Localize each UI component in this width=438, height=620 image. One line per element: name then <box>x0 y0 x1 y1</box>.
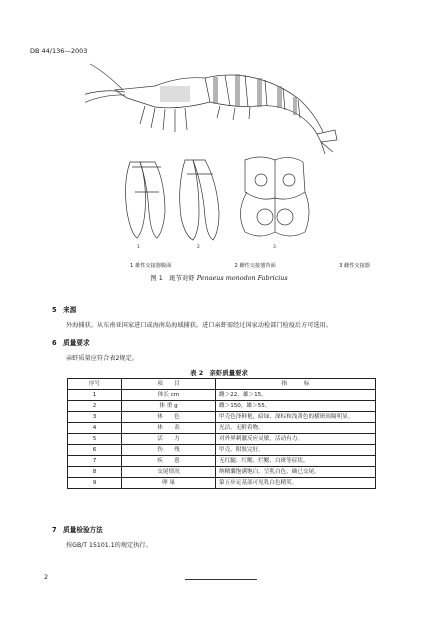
cell-item: 活 力 <box>122 434 216 445</box>
panel-number-2: 2 <box>197 245 200 250</box>
page-number: 2 <box>44 573 49 581</box>
figure-caption <box>0 273 438 282</box>
cell-index: 9 <box>68 478 122 489</box>
figure-subcaptions <box>130 262 370 269</box>
cell-item: 伤 残 <box>122 445 216 456</box>
table-row <box>68 412 376 423</box>
organ-drawing-3 <box>240 157 309 236</box>
cell-criteria: 对外界刺激反应灵敏，活动有力。 <box>216 434 376 445</box>
shrimp-stripes <box>160 74 297 115</box>
table-row <box>68 401 376 412</box>
panel-number-3: 3 <box>273 245 276 250</box>
table-row <box>68 445 376 456</box>
cell-index: 6 <box>68 445 122 456</box>
section-6-text: 亲虾质量应符合表2规定。 <box>66 355 138 362</box>
cell-item: 交尾情况 <box>122 467 216 478</box>
document-id: DB 44/136—2003 <box>30 47 88 55</box>
section-7-text: 按GB/T 15101.1的规定执行。 <box>66 542 152 549</box>
header-criteria: 指 标 <box>216 379 376 390</box>
table-row <box>68 478 376 489</box>
figure-caption-prefix: 图 1 斑节对虾 <box>150 274 195 282</box>
shrimp-drawing <box>85 64 337 154</box>
cell-index: 1 <box>68 390 122 401</box>
cell-index: 4 <box>68 423 122 434</box>
section-5-heading: 5 来源 <box>52 306 77 314</box>
subcaption-3: 3 雌性交接器 <box>339 263 370 269</box>
cell-item: 体 表 <box>122 423 216 434</box>
table-row <box>68 390 376 401</box>
footer-rule <box>185 579 257 580</box>
quality-requirements-table <box>67 378 376 489</box>
header-item: 项 目 <box>122 379 216 390</box>
cell-item: 疾 患 <box>122 456 216 467</box>
table-caption: 表 2 亲虾质量要求 <box>190 369 248 377</box>
cell-criteria: 第五步足基部可见乳白色精荚。 <box>216 478 376 489</box>
table-row <box>68 456 376 467</box>
cell-criteria: 雌＞22，雄＞15。 <box>216 390 376 401</box>
cell-item: 体 重 g <box>122 401 216 412</box>
cell-criteria: 纳精囊饱满饱白，呈乳白色，确已交尾。 <box>216 467 376 478</box>
figure-caption-latin: Penaeus monodon Fabricius <box>196 274 288 282</box>
header-index: 序号 <box>68 379 122 390</box>
cell-criteria: 光洁，无附着物。 <box>216 423 376 434</box>
shrimp-illustration <box>85 62 345 252</box>
cell-criteria: 甲壳色泽鲜艳，暗绿、深棕和浅黄色的横斑间隔明显。 <box>216 412 376 423</box>
table-header-row <box>68 379 376 390</box>
organ-drawing-2 <box>180 160 219 240</box>
cell-index: 3 <box>68 412 122 423</box>
section-7-heading: 7 质量检验方法 <box>52 526 103 534</box>
cell-item: 体 色 <box>122 412 216 423</box>
cell-index: 2 <box>68 401 122 412</box>
cell-criteria: 甲壳、附肢完好。 <box>216 445 376 456</box>
cell-index: 5 <box>68 434 122 445</box>
cell-index: 7 <box>68 456 122 467</box>
section-6-heading: 6 质量要求 <box>52 339 90 347</box>
cell-index: 8 <box>68 467 122 478</box>
panel-number-1: 1 <box>137 245 140 250</box>
cell-criteria: 无红腿、红鳃、烂鳃、白斑等症状。 <box>216 456 376 467</box>
organ-drawing-1 <box>126 162 165 238</box>
cell-item: 体长 cm <box>122 390 216 401</box>
section-5-text: 外海捕获。从东南亚国家进口或海南岛海域捕获。进口亲虾需经过国家动检部门检疫后方可选用。 <box>66 322 333 329</box>
cell-criteria: 雌＞150，雄＞55。 <box>216 401 376 412</box>
subcaption-2: 2 雌性交接器背面 <box>234 263 276 269</box>
table-row <box>68 467 376 478</box>
cell-item: 卵 巢 <box>122 478 216 489</box>
table-row <box>68 423 376 434</box>
table-row <box>68 434 376 445</box>
subcaption-1: 1 雄性交接器腹面 <box>130 263 172 269</box>
